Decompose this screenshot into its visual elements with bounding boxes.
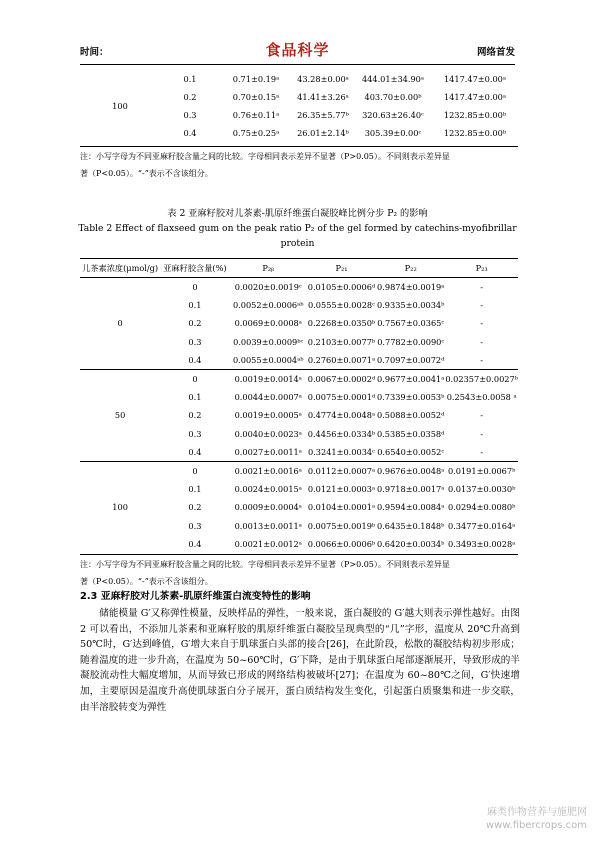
table2-cell: 0.0052±0.0006ᵃᵇ [232,300,304,311]
journal-logo: 食品科学 [265,41,330,59]
table2-cell: - [480,446,484,457]
table2-cell: 0.2 [188,502,202,513]
table2-cell: 0 [192,282,198,293]
table2-cell: 0.0044±0.0007ᵃ [234,392,302,403]
table1-cell: 305.39±0.00ᶜ [364,128,422,138]
table2-cell: 0.0021±0.0012ᵃ [234,538,302,549]
table2-cell: 0.3 [188,428,202,439]
table2-cell: 0.4774±0.0048ᵃ [307,410,376,421]
table2-cell: 0.3 [188,336,202,347]
table2-conc-cell: 100 [112,502,128,513]
table2-cell: - [480,282,484,293]
table2-cell: 0.2103±0.0077ᵇ [307,336,376,347]
table1-cell: 41.41±3.26ᵃ [297,92,349,102]
table1-cell: 1232.85±0.00ᵇ [443,110,507,120]
table2-cell: 0.5088±0.0052ᵈ [376,410,445,421]
table2-cell: 0.3241±0.0034ᶜ [307,446,375,457]
table1-cell: 0.70±0.15ᵃ [232,92,280,102]
table2-cell: 0.9594±0.0084ᵃ [377,502,445,513]
body-paragraph: 储能模量 G′又称弹性模量，反映样品的弹性，一般来说，蛋白凝胶的 G′越大则表示弹性越好。由图 2 可以看出，不添加儿茶素和亚麻籽胶的肌原纤维蛋白凝胶呈现典型的“几”字形，温度从 20℃升高到 50℃时，G′达到峰值，G′增大来自于肌球蛋白头部的接合[26]，在此阶段，松散的凝胶结构初步形成；随着温度的进一步升高，在温度为 50~60℃时，G′下降，是由于肌球蛋白尾部逐渐展开，导致形成的半凝胶流动性大幅度增加，从而导致已形成的网络结构被破坏[27]；在温度为 60~80℃之间，G′快速增加，主要原因是温度升高使肌球蛋白分子展开，蛋白质结构发生变化，引起蛋白质聚集和进一步交联，由半溶胶转变为弹性 [80,608,520,713]
table1-cell: 43.28±0.00ᵃ [297,74,349,84]
table2-caption-en-cont: protein [280,238,315,249]
table1-cell: 320.63±26.40ᶜ [362,110,424,120]
table2-cell: 0.4 [188,354,202,365]
table2-cell: 0.0104±0.0001ᵃ [307,502,376,513]
table2 [80,258,518,553]
table1-cell: 403.70±0.00ᵇ [364,92,422,102]
table2-cell: 0.0555±0.0028ᶜ [307,300,375,311]
table2-cell: 0.7339±0.0053ᵇ [376,392,445,403]
table2-cell: 0.0013±0.0011ᵃ [234,520,302,531]
table1-note-line1: 注：小写字母为不同亚麻籽胶含量之间的比较。字母相同表示差异不显著（P>0.05）。不同则表示差异显 [80,152,450,161]
table2-cell: - [480,410,484,421]
table2-header-p22: P₂₂ [404,263,417,273]
table2-header-conc: 儿茶素浓度(μmol/g) [82,262,159,273]
table1-cell: 0.76±0.11ᵃ [232,110,280,120]
table2-header-p21: P₂₁ [335,263,348,273]
table2-cell: 0.0294±0.0080ᵇ [447,502,516,513]
table2-cell: 0.0067±0.0002ᵈ [307,374,376,385]
table2-cell: 0.0039±0.0009ᵇᶜ [233,336,304,347]
table1-cell: 26.35±5.77ᵇ [297,110,349,120]
table1-group-cell: 100 [112,101,128,111]
table2-cell: 0.0024±0.0015ᵃ [234,484,302,495]
table2-cell: - [480,300,484,311]
table2-note [80,556,520,590]
table1-cell: 444.01±34.90ᵃ [361,74,425,84]
table1-cell: 1417.47±0.00ᵃ [443,74,507,84]
table1-cell: 0.3 [183,110,197,120]
table2-cell: 0.0019±0.0014ᵃ [234,374,302,385]
site-watermark [486,806,587,832]
body-text [80,606,520,715]
section-heading: 2.3 亚麻籽胶对儿茶素-肌原纤维蛋白流变特性的影响 [80,591,311,602]
page-header [80,38,515,65]
table2-cell: 0.3 [188,520,202,531]
table1-note-line2: 著（P<0.05）。“-”表示不含该组分。 [80,169,213,178]
table2-cell: 0.2 [188,410,202,421]
table2-cell: 0 [192,465,198,476]
table2-cell: 0.0019±0.0005ᵃ [234,410,302,421]
table2-cell: 0.0112±0.0007ᵃ [307,465,376,476]
table2-cell: 0.9677±0.0041ᵃ [377,374,445,385]
table2-cell: 0.2543±0.0058 ᵃ [446,392,517,403]
table2-cell: 0.2268±0.0350ᵇ [307,318,376,329]
table2-note-line2: 著（P<0.05）。“-”表示不含该组分。 [80,577,213,586]
table2-cell: 0.0121±0.0003ᵃ [307,484,376,495]
table2-row [80,461,518,480]
table2-cell: 0.0020±0.0019ᶜ [234,282,302,293]
table1-continued [80,70,518,142]
table2-caption [60,206,535,251]
table2-bottom-rule [80,554,518,555]
table2-cell: 0.4 [188,446,202,457]
table2-cell: - [480,318,484,329]
table2-cell: 0.02357±0.0027ᵇ [445,374,518,385]
table2-cell: 0.5385±0.0358ᵈ [376,428,445,439]
table1-cell: 0.1 [183,74,197,84]
table2-cell: 0.9718±0.0017ᵃ [377,484,445,495]
watermark-name: 麻类作物营养与施肥网 [487,807,587,818]
table2-row [80,369,518,388]
table2-cell: 0.3493±0.0028ᵃ [448,538,516,549]
table2-row [80,278,518,297]
table2-cell: 0.7567±0.0365ᶜ [377,318,445,329]
table2-cell: 0.4 [188,538,202,549]
table2-cell: 0.0027±0.0011ᵃ [234,446,302,457]
table2-cell: 0.9676±0.0048ᵃ [377,465,445,476]
table2-cell: 0.0055±0.0004ᵃᵇ [232,354,304,365]
table2-cell: 0.7097±0.0072ᵈ [376,354,445,365]
table2-cell: 0.0066±0.0006ᵇ [307,538,376,549]
table2-cell: - [480,354,484,365]
table2-cell: 0.9335±0.0034ᵇ [376,300,445,311]
table2-conc-cell: 50 [114,410,126,421]
table1-cell: 0.75±0.25ᵃ [232,128,280,138]
table2-cell: 0.0069±0.0008ᵃ [234,318,302,329]
table2-cell: 0.1 [188,392,202,403]
table2-cell: 0.0040±0.0023ᵃ [234,428,302,439]
table1-cell: 1232.85±0.00ᵇ [443,128,507,138]
table1-cell: 0.71±0.19ᵃ [232,74,280,84]
table1-note [80,148,520,182]
table2-header-p23: P₂₃ [475,263,488,273]
table2-cell: - [480,428,484,439]
table1-bottom-rule [80,146,518,147]
table1-cell: 0.4 [183,128,197,138]
table2-cell: 0.9874±0.0019ᵃ [377,282,445,293]
header-time-label: 时间： [80,47,109,58]
table2-cell: 0.6420±0.0034ᵇ [376,538,445,549]
table2-cell: 0.2760±0.0071ᵃ [307,354,376,365]
table2-cell: 0.4456±0.0334ᵇ [307,428,376,439]
table2-cell: 0.0191±0.0067ᵇ [447,465,516,476]
table2-cell: 0.1 [188,300,202,311]
table1-cell: 0.2 [183,92,197,102]
table2-conc-cell: 0 [117,318,123,329]
table2-cell: 0.6540±0.0052ᶜ [377,446,445,457]
table2-cell: - [480,336,484,347]
table2-cell: 0 [192,374,198,385]
watermark-url: www.fibercrops.com [485,820,587,831]
table2-cell: 0.2 [188,318,202,329]
table1-row [80,70,518,88]
table2-cell: 0.0075±0.0019ᵇ [307,520,376,531]
table1-cell: 1417.47±0.00ᵃ [443,92,507,102]
table2-cell: 0.0137±0.0030ᵇ [447,484,516,495]
table2-cell: 0.0009±0.0004ᵃ [234,502,302,513]
table2-cell: 0.0105±0.0006ᵈ [307,282,376,293]
table2-cell: 0.3477±0.0164ᵃ [448,520,516,531]
table2-header-p2b: P₂ᵦ [262,263,275,273]
table2-cell: 0.1 [188,484,202,495]
table2-cell: 0.7782±0.0090ᶜ [377,336,445,347]
table2-note-line1: 注：小写字母为不同亚麻籽胶含量之间的比较。字母相同表示差异不显著（P>0.05）。不同则表示差异显 [80,560,450,569]
table2-caption-en: Table 2 Effect of flaxseed gum on the peak ratio P₂ of the gel formed by catechins-myofibrillar [78,223,517,234]
table2-header-gum: 亚麻籽胶含量(%) [163,262,227,273]
table1-cell: 26.01±2.14ᵇ [297,128,349,138]
table2-cell: 0.0021±0.0016ᵃ [234,465,302,476]
table2-caption-cn: 表 2 亚麻籽胶对儿茶素-肌原纤维蛋白凝胶峰比例分步 P₂ 的影响 [167,208,428,219]
table2-cell: 0.0075±0.0001ᵈ [307,392,376,403]
table2-cell: 0.6435±0.1848ᵇ [376,520,445,531]
header-online-first: 网络首发 [476,47,515,58]
